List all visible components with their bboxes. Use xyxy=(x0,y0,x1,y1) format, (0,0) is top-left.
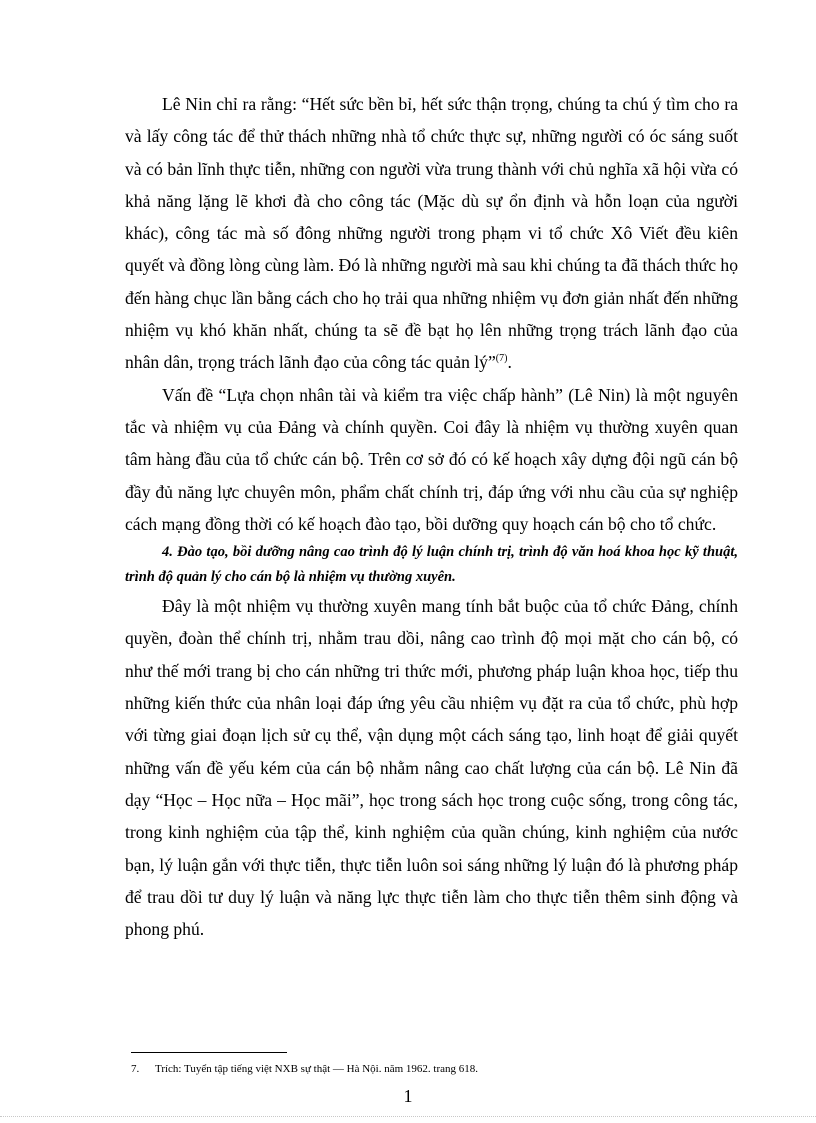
page-number: 1 xyxy=(403,1086,413,1106)
paragraph-lenin-quote xyxy=(125,88,738,379)
body-text xyxy=(125,88,738,945)
section-heading: 4. Đào tạo, bồi dưỡng nâng cao trình độ lý luận chính trị, trình độ văn hoá khoa học kỹ thuật, trình độ quản lý cho cán bộ là nhiệm vụ thường xuyên. xyxy=(125,544,738,586)
footnote xyxy=(131,1062,731,1076)
paragraph-talent-selection: Vấn đề “Lựa chọn nhân tài và kiểm tra việc chấp hành” (Lê Nin) là một nguyên tắc và nhiệm vụ của Đảng và chính quyền. Coi đây là nhiệm vụ thường xuyên quan tâm hàng đầu của tổ chức cán bộ. Trên cơ sở đó có kế hoạch xây dựng đội ngũ cán bộ đầy đủ năng lực chuyên môn, phẩm chất chính trị, đáp ứng với nhu cầu của sự nghiệp cách mạng đồng thời có kế hoạch đào tạo, bồi dưỡng quy hoạch cán bộ cho tổ chức. xyxy=(125,384,738,534)
page-boundary xyxy=(0,1116,816,1117)
footnote-reference: (7) xyxy=(495,353,508,365)
paragraph-tail: . xyxy=(507,352,512,373)
paragraph-training: Đây là một nhiệm vụ thường xuyên mang tính bắt buộc của tổ chức Đảng, chính quyền, đoàn thể chính trị, nhằm trau dồi, nâng cao trình độ mọi mặt cho cán bộ, có như thế mới trang bị cho cán những tri thức mới, phương pháp luận khoa học, tiếp thu những kiến thức của nhân loại đáp ứng yêu cầu nhiệm vụ đặt ra của tổ chức, phù hợp với từng giai đoạn lịch sử cụ thể, vận dụng một cách sáng tạo, linh hoạt để giải quyết những vấn đề yếu kém của cán bộ nhằm nâng cao chất lượng của cán bộ. Lê Nin đã dạy “Học – Học nữa – Học mãi”, học trong sách học trong cuộc sống, trong công tác, trong kinh nghiệm của tập thể, kinh nghiệm của quần chúng, kinh nghiệm của nước bạn, lý luận gắn với thực tiễn, thực tiễn luôn soi sáng những lý luận đó là phương pháp để trau dồi tư duy lý luận và năng lực thực tiễn làm cho thực tiễn thêm sinh động và phong phú. xyxy=(125,596,738,940)
footnote-text: Trích: Tuyển tập tiếng việt NXB sự thật — Hà Nội. năm 1962. trang 618. xyxy=(155,1063,479,1075)
paragraph-text: Lê Nin chỉ ra rằng: “Hết sức bền bỉ, hết sức thận trọng, chúng ta chú ý tìm cho ra và lấy công tác để thử thách những nhà tổ chức thực sự, những người có óc sáng suốt và có bản lĩnh thực tiễn, những con người vừa trung thành với chủ nghĩa xã hội vừa có khả năng lặng lẽ khơi đà cho công tác (Mặc dù sự ổn định và hỗn loạn của người khác), công tác mà số đông những người trong phạm vi tổ chức Xô Viết đều kiên quyết và đồng lòng cùng làm. Đó là những người mà sau khi chúng ta đã thách thức họ đến hàng chục lần bằng cách cho họ trải qua những nhiệm vụ đơn giản nhất đến những nhiệm vụ khó khăn nhất, chúng ta sẽ đề bạt họ lên những trọng trách lãnh đạo của nhân dân, trọng trách lãnh đạo của công tác quản lý” xyxy=(125,94,739,373)
footnote-separator xyxy=(131,1052,287,1053)
footnote-number: 7. xyxy=(131,1063,140,1075)
